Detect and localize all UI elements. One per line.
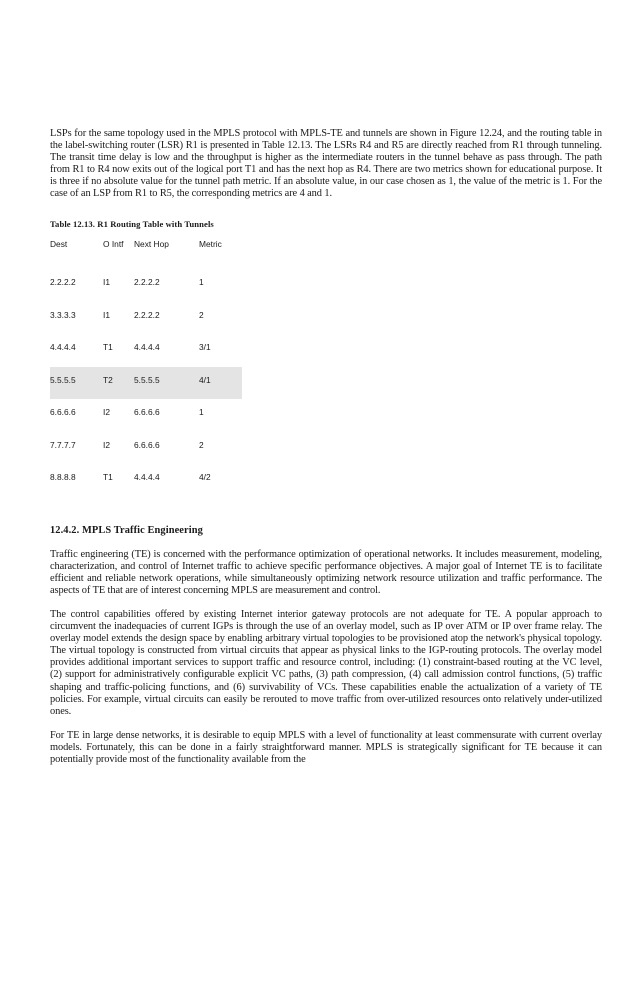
cell-metric: 2 [199, 309, 204, 320]
cell-next-hop: 6.6.6.6 [134, 439, 160, 450]
cell-dest: 2.2.2.2 [50, 277, 76, 288]
routing-table [50, 236, 242, 497]
cell-metric: 1 [199, 277, 204, 288]
table-caption: Table 12.13. R1 Routing Table with Tunnels [50, 218, 214, 229]
spacer [50, 497, 602, 525]
table-row [50, 302, 242, 335]
header-next-hop: Next Hop [134, 238, 169, 249]
cell-out-interface: T2 [103, 374, 113, 385]
cell-next-hop: 4.4.4.4 [134, 472, 160, 483]
document-page [50, 128, 602, 766]
spacer [50, 229, 602, 236]
cell-dest: 4.4.4.4 [50, 342, 76, 353]
spacer [50, 536, 602, 549]
table-row [50, 399, 242, 432]
table-row [50, 269, 242, 302]
spacer [50, 201, 602, 219]
cell-out-interface: I1 [103, 309, 110, 320]
cell-out-interface: I1 [103, 277, 110, 288]
cell-next-hop: 5.5.5.5 [134, 374, 160, 385]
cell-next-hop: 6.6.6.6 [134, 407, 160, 418]
cell-out-interface: I2 [103, 439, 110, 450]
cell-dest: 5.5.5.5 [50, 374, 76, 385]
cell-dest: 3.3.3.3 [50, 309, 76, 320]
table-row [50, 432, 242, 465]
header-out-interface: O Intf [103, 238, 124, 249]
spacer [50, 597, 602, 609]
cell-metric: 4/2 [199, 472, 211, 483]
cell-out-interface: T1 [103, 472, 113, 483]
cell-dest: 7.7.7.7 [50, 439, 76, 450]
header-dest: Dest [50, 238, 68, 249]
table-row [50, 464, 242, 497]
cell-metric: 4/1 [199, 374, 211, 385]
cell-out-interface: T1 [103, 342, 113, 353]
cell-next-hop: 4.4.4.4 [134, 342, 160, 353]
cell-dest: 6.6.6.6 [50, 407, 76, 418]
cell-next-hop: 2.2.2.2 [134, 309, 160, 320]
section-paragraph-3: For TE in large dense networks, it is desirable to equip MPLS with a level of functionality at least commensurate with current overlay models. Fortunately, this can be done in a fairly straightforward manner. MPLS is strategically significant for TE because it can potentially provide most of the functionality available from the [50, 729, 602, 765]
cell-out-interface: I2 [103, 407, 110, 418]
table-row-highlighted [50, 367, 242, 400]
cell-metric: 3/1 [199, 342, 211, 353]
section-paragraph-2: The control capabilities offered by existing Internet interior gateway protocols are not adequate for TE. A popular approach to circumvent the inadequacies of current IGPs is through the use of an overlay model, such as IP over ATM or IP over frame relay. The overlay model extends the design space by enabling arbitrary virtual topologies to be provisioned atop the network's physical topology. The virtual topology is constructed from virtual circuits that appear as physical links to the IGP-routing protocols. The overlay model provides additional important services to support traffic and resource control, including: (1) constraint-based routing at the VC level, (2) support for administratively configurable explicit VC paths, (3) path compression, (4) call admission control functions, (5) traffic shaping and traffic-policing functions, and (6) survivability of VCs. These capabilities enable the actualization of a variety of TE policies. For example, virtual circuits can easily be rerouted to move traffic from over-utilized resources onto relatively under-utilized ones. [50, 608, 602, 717]
cell-metric: 1 [199, 407, 204, 418]
cell-metric: 2 [199, 439, 204, 450]
cell-dest: 8.8.8.8 [50, 472, 76, 483]
spacer [50, 718, 602, 730]
header-metric: Metric [199, 238, 222, 249]
table-header-row [50, 236, 242, 270]
table-row [50, 334, 242, 367]
section-paragraph-1: Traffic engineering (TE) is concerned with the performance optimization of operational networks. It includes measurement, modeling, characterization, and control of Internet traffic to achieve specific performance objectives. A major goal of Internet TE is to facilitate efficient and reliable network operations, while simultaneously optimizing network resource utilization and traffic performance. The aspects of TE that are of interest concerning MPLS are measurement and control. [50, 548, 602, 596]
intro-paragraph: LSPs for the same topology used in the MPLS protocol with MPLS-TE and tunnels are shown in Figure 12.24, and the routing table in the label-switching router (LSR) R1 is presented in Table 12.13. The LSRs R4 and R5 are directly reached from R1 through tunneling. The transit time delay is low and the throughput is higher as the intermediate routers in the tunnel behave as pass through. The path from R1 to R4 now exits out of the logical port T1 and has the next hop as R4. There are two metrics shown for educational purpose. It is three if no absolute value for the tunnel path metric. If an absolute value, in our case chosen as 1, the value of the metric is 1. For the case of an LSP from R1 to R5, the corresponding metrics are 4 and 1. [50, 128, 602, 200]
section-heading: 12.4.2. MPLS Traffic Engineering [50, 524, 203, 536]
cell-next-hop: 2.2.2.2 [134, 277, 160, 288]
